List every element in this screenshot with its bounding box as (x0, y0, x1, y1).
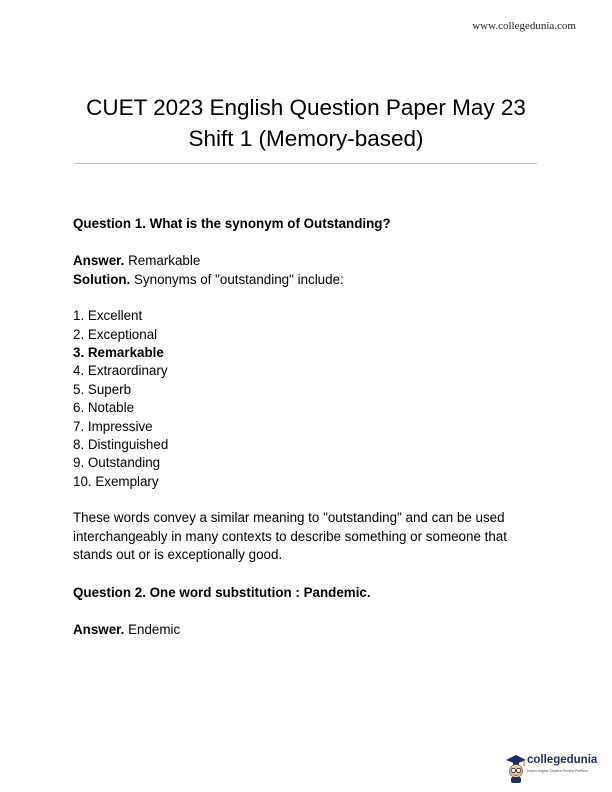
list-item: 10. Exemplary (73, 473, 159, 489)
answer-2-text: Endemic (124, 621, 181, 637)
answer-1 (73, 252, 543, 270)
collegedunia-logo[interactable] (505, 752, 605, 784)
title-line-1: CUET 2023 English Question Paper May 23 (86, 95, 526, 120)
synonym-list (73, 307, 543, 491)
list-item: 5. Superb (73, 381, 132, 397)
list-item: 7. Impressive (73, 418, 153, 434)
answer-1-label: Answer. (73, 253, 125, 269)
answer-2 (73, 621, 543, 639)
site-url[interactable]: www.collegedunia.com (472, 20, 576, 32)
list-item: 4. Extraordinary (73, 363, 168, 379)
list-item: 8. Distinguished (73, 437, 169, 453)
solution-1 (73, 271, 543, 289)
graduate-mascot-icon (505, 752, 527, 784)
list-item: 9. Outstanding (73, 455, 161, 471)
explanation-1: These words convey a similar meaning to "outstanding" and can be used interchangeably in many contexts to describe something or someone that stands out or is exceptionally good. (73, 510, 507, 563)
page-title (0, 92, 612, 154)
list-item: 1. Excellent (73, 308, 143, 324)
document-body (73, 215, 543, 639)
solution-1-label: Solution. (73, 271, 131, 287)
list-item: 3. Remarkable (73, 345, 164, 361)
solution-1-text: Synonyms of "outstanding" include: (130, 271, 344, 287)
list-item: 6. Notable (73, 400, 135, 416)
logo-tagline: India's largest Student Review Platform (527, 769, 588, 773)
title-line-2: Shift 1 (Memory-based) (188, 126, 424, 151)
list-item: 2. Exceptional (73, 326, 158, 342)
title-divider (75, 163, 537, 164)
question-2: Question 2. One word substitution : Pandemic. (73, 584, 371, 600)
answer-2-label: Answer. (73, 621, 125, 637)
logo-text: collegedunia (527, 754, 598, 766)
question-1: Question 1. What is the synonym of Outstanding? (73, 216, 391, 231)
answer-1-text: Remarkable (124, 253, 201, 269)
